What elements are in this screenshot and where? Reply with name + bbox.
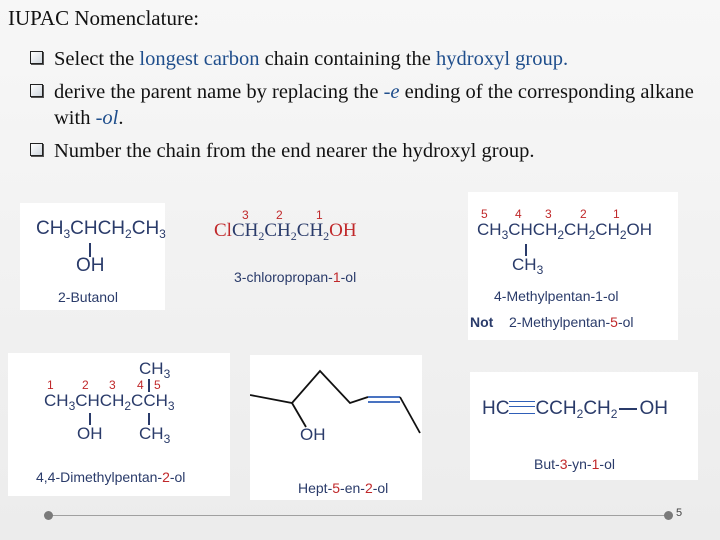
checkbox-bullet-icon — [30, 84, 43, 97]
bullet-text — [54, 48, 568, 70]
footer-dot-right — [664, 511, 673, 520]
dimethylpentanol-formula: $CH_3CHCH_2CCH_3$ — [44, 391, 175, 413]
butanol-oh: OH — [76, 255, 105, 276]
carbon-number: 1 — [613, 207, 620, 221]
example-butanol — [20, 203, 165, 310]
heptenol-name: Hept-5-en-2-ol — [298, 480, 389, 496]
methyl-group: $CH_3$ — [512, 255, 544, 277]
bullet-text-segment: hydroxyl group. — [436, 48, 569, 70]
slide-title: IUPAC Nomenclature: — [8, 6, 200, 30]
example-heptenol — [250, 355, 422, 500]
bullet-text-segment: -e — [383, 81, 400, 103]
carbon-number: 3 — [109, 378, 116, 392]
chloropropanol-formula: $ClCH_2CH_2CH_2OH$ — [214, 220, 357, 243]
butanol-formula: $CH_3CHCH_2CH_3$ — [36, 218, 166, 241]
footer-divider — [48, 515, 668, 516]
skeletal-structure — [250, 355, 422, 445]
bullet-text-segment: ending of the corresponding alkane with — [54, 81, 694, 129]
carbon-number: 1 — [316, 208, 323, 222]
carbon-number: 5 — [481, 207, 488, 221]
footer-dot-left — [44, 511, 53, 520]
bullet-text-segment: -ol — [95, 107, 119, 129]
page-number: 5 — [676, 507, 683, 519]
dimethylpentanol-name: 4,4-Dimethylpentan-2-ol — [36, 469, 186, 485]
bullet-item — [30, 79, 710, 131]
bullet-item — [30, 138, 710, 164]
butynol-formula: HC $CCH_2CH_2$ OH — [482, 398, 668, 421]
example-butynol — [470, 372, 698, 480]
carbon-number: 4 — [137, 378, 144, 392]
bullet-text-segment: Select the — [54, 48, 140, 70]
bullet-item — [30, 46, 710, 72]
bullet-text-segment: chain containing the — [259, 48, 436, 70]
not-label: Not — [470, 314, 494, 330]
carbon-number: 4 — [515, 207, 522, 221]
example-dimethylpentanol — [8, 353, 230, 496]
bullet-text-segment: Number the chain from the end nearer the hydroxyl group. — [54, 140, 535, 162]
bullet-text-segment: derive the parent name by replacing the — [54, 81, 384, 103]
butanol-name: 2-Butanol — [58, 289, 118, 305]
heptenol-oh: OH — [300, 425, 326, 444]
chloropropanol-name: 3-chloropropan-1-ol — [234, 269, 357, 285]
carbon-number: 2 — [82, 378, 89, 392]
bullet-text-segment: longest carbon — [139, 48, 260, 70]
bullet-text — [54, 81, 694, 129]
dimethylpentanol-oh: OH — [77, 424, 103, 443]
bullet-list — [30, 46, 710, 171]
wrong-name: 2-Methylpentan-5-ol — [509, 314, 634, 330]
methylpentanol-name: 4-Methylpentan-1-ol — [494, 288, 619, 304]
checkbox-bullet-icon — [30, 143, 43, 156]
bullet-text-segment: . — [118, 107, 124, 129]
carbon-number: 5 — [154, 378, 161, 392]
butynol-name: But-3-yn-1-ol — [534, 456, 615, 472]
example-chloropropanol — [212, 205, 402, 290]
bullet-text — [54, 140, 534, 162]
carbon-number: 2 — [276, 208, 283, 222]
example-methylpentanol — [468, 192, 678, 340]
carbon-number: 3 — [545, 207, 552, 221]
carbon-number: 2 — [580, 207, 587, 221]
carbon-number: 1 — [47, 378, 54, 392]
top-methyl: $CH_3$ — [139, 359, 171, 381]
bottom-methyl: $CH_3$ — [139, 424, 171, 446]
checkbox-bullet-icon — [30, 51, 43, 64]
methylpentanol-formula: $CH_3CHCH_2CH_2CH_2OH$ — [477, 220, 653, 242]
carbon-number: 3 — [242, 208, 249, 222]
